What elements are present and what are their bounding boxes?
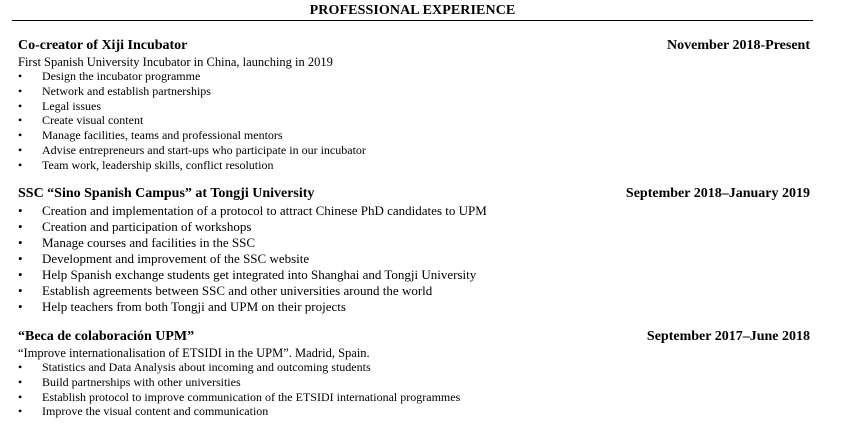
entry-header <box>18 328 810 346</box>
entry-date: September 2018–January 2019 <box>625 186 810 201</box>
list-item-text: Creation and participation of workshops <box>42 219 252 234</box>
list-item-text: Help teachers from both Tongji and UPM on their projects <box>42 299 346 314</box>
list-item <box>18 143 810 158</box>
list-item-text: Establish protocol to improve communication of the ETSIDI international programmes <box>42 389 461 404</box>
list-item <box>18 283 810 299</box>
bullet-icon: • <box>18 203 23 218</box>
list-item-text: Establish agreements between SSC and other universities around the world <box>42 283 433 298</box>
section-divider <box>12 20 813 21</box>
list-item <box>18 360 810 375</box>
bullet-icon: • <box>18 98 23 113</box>
list-item-text: Creation and implementation of a protocol to attract Chinese PhD candidates to UPM <box>42 203 487 218</box>
bullet-icon: • <box>18 219 23 234</box>
bullet-icon: • <box>18 283 23 298</box>
bullet-icon: • <box>18 374 23 389</box>
bullet-list <box>18 203 810 315</box>
section-title: PROFESSIONAL EXPERIENCE <box>309 3 516 18</box>
bullet-icon: • <box>18 83 23 98</box>
bullet-icon: • <box>18 235 23 250</box>
list-item <box>18 251 810 267</box>
bullet-icon: • <box>18 389 23 404</box>
list-item <box>18 404 810 419</box>
list-item-text: Statistics and Data Analysis about incoming and outcoming students <box>42 360 371 374</box>
bullet-icon: • <box>18 404 23 419</box>
list-item-text: Help Spanish exchange students get integrated into Shanghai and Tongji University <box>42 267 477 282</box>
list-item-text: Create visual content <box>42 113 144 128</box>
bullet-icon: • <box>18 142 23 157</box>
bullet-icon: • <box>18 128 23 143</box>
list-item <box>18 219 810 235</box>
list-item-text: Team work, leadership skills, conflict resolution <box>42 157 274 172</box>
list-item <box>18 99 810 114</box>
bullet-list <box>18 69 810 173</box>
list-item-text: Network and establish partnerships <box>42 83 211 98</box>
entry-header <box>18 37 810 55</box>
list-item <box>18 84 810 99</box>
entry-title: “Beca de colaboración UPM” <box>18 329 195 344</box>
list-item-text: Improve the visual content and communication <box>42 404 269 419</box>
entry-title: Co-creator of Xiji Incubator <box>18 38 188 53</box>
entry-header <box>18 185 810 203</box>
bullet-icon: • <box>18 267 23 282</box>
list-item <box>18 203 810 219</box>
list-item-text: Design the incubator programme <box>42 69 201 83</box>
experience-entry-ssc <box>18 185 810 315</box>
entry-subtitle: First Spanish University Incubator in China, launching in 2019 <box>18 55 333 69</box>
list-item <box>18 267 810 283</box>
list-item-text: Build partnerships with other universities <box>42 374 241 389</box>
list-item-text: Manage facilities, teams and professional mentors <box>42 128 283 143</box>
entry-title: SSC “Sino Spanish Campus” at Tongji University <box>18 186 315 201</box>
list-item-text: Development and improvement of the SSC website <box>42 251 310 266</box>
experience-entry-beca <box>18 328 810 419</box>
list-item <box>18 128 810 143</box>
list-item-text: Advise entrepreneurs and start-ups who participate in our incubator <box>42 142 366 157</box>
list-item <box>18 158 810 173</box>
experience-entry-xiji <box>18 37 810 173</box>
bullet-icon: • <box>18 113 23 128</box>
list-item <box>18 299 810 315</box>
list-item <box>18 235 810 251</box>
list-item <box>18 375 810 390</box>
list-item-text: Manage courses and facilities in the SSC <box>42 235 256 250</box>
list-item <box>18 113 810 128</box>
bullet-icon: • <box>18 69 23 83</box>
bullet-icon: • <box>18 251 23 266</box>
bullet-icon: • <box>18 157 23 172</box>
entry-date: September 2017–June 2018 <box>646 329 810 344</box>
list-item-text: Legal issues <box>42 98 101 113</box>
entry-date: November 2018-Present <box>667 38 810 53</box>
bullet-icon: • <box>18 299 23 314</box>
bullet-icon: • <box>18 360 23 374</box>
bullet-list <box>18 360 810 419</box>
entry-subtitle: “Improve internationalisation of ETSIDI in the UPM”. Madrid, Spain. <box>18 346 370 360</box>
list-item <box>18 69 810 84</box>
list-item <box>18 390 810 405</box>
